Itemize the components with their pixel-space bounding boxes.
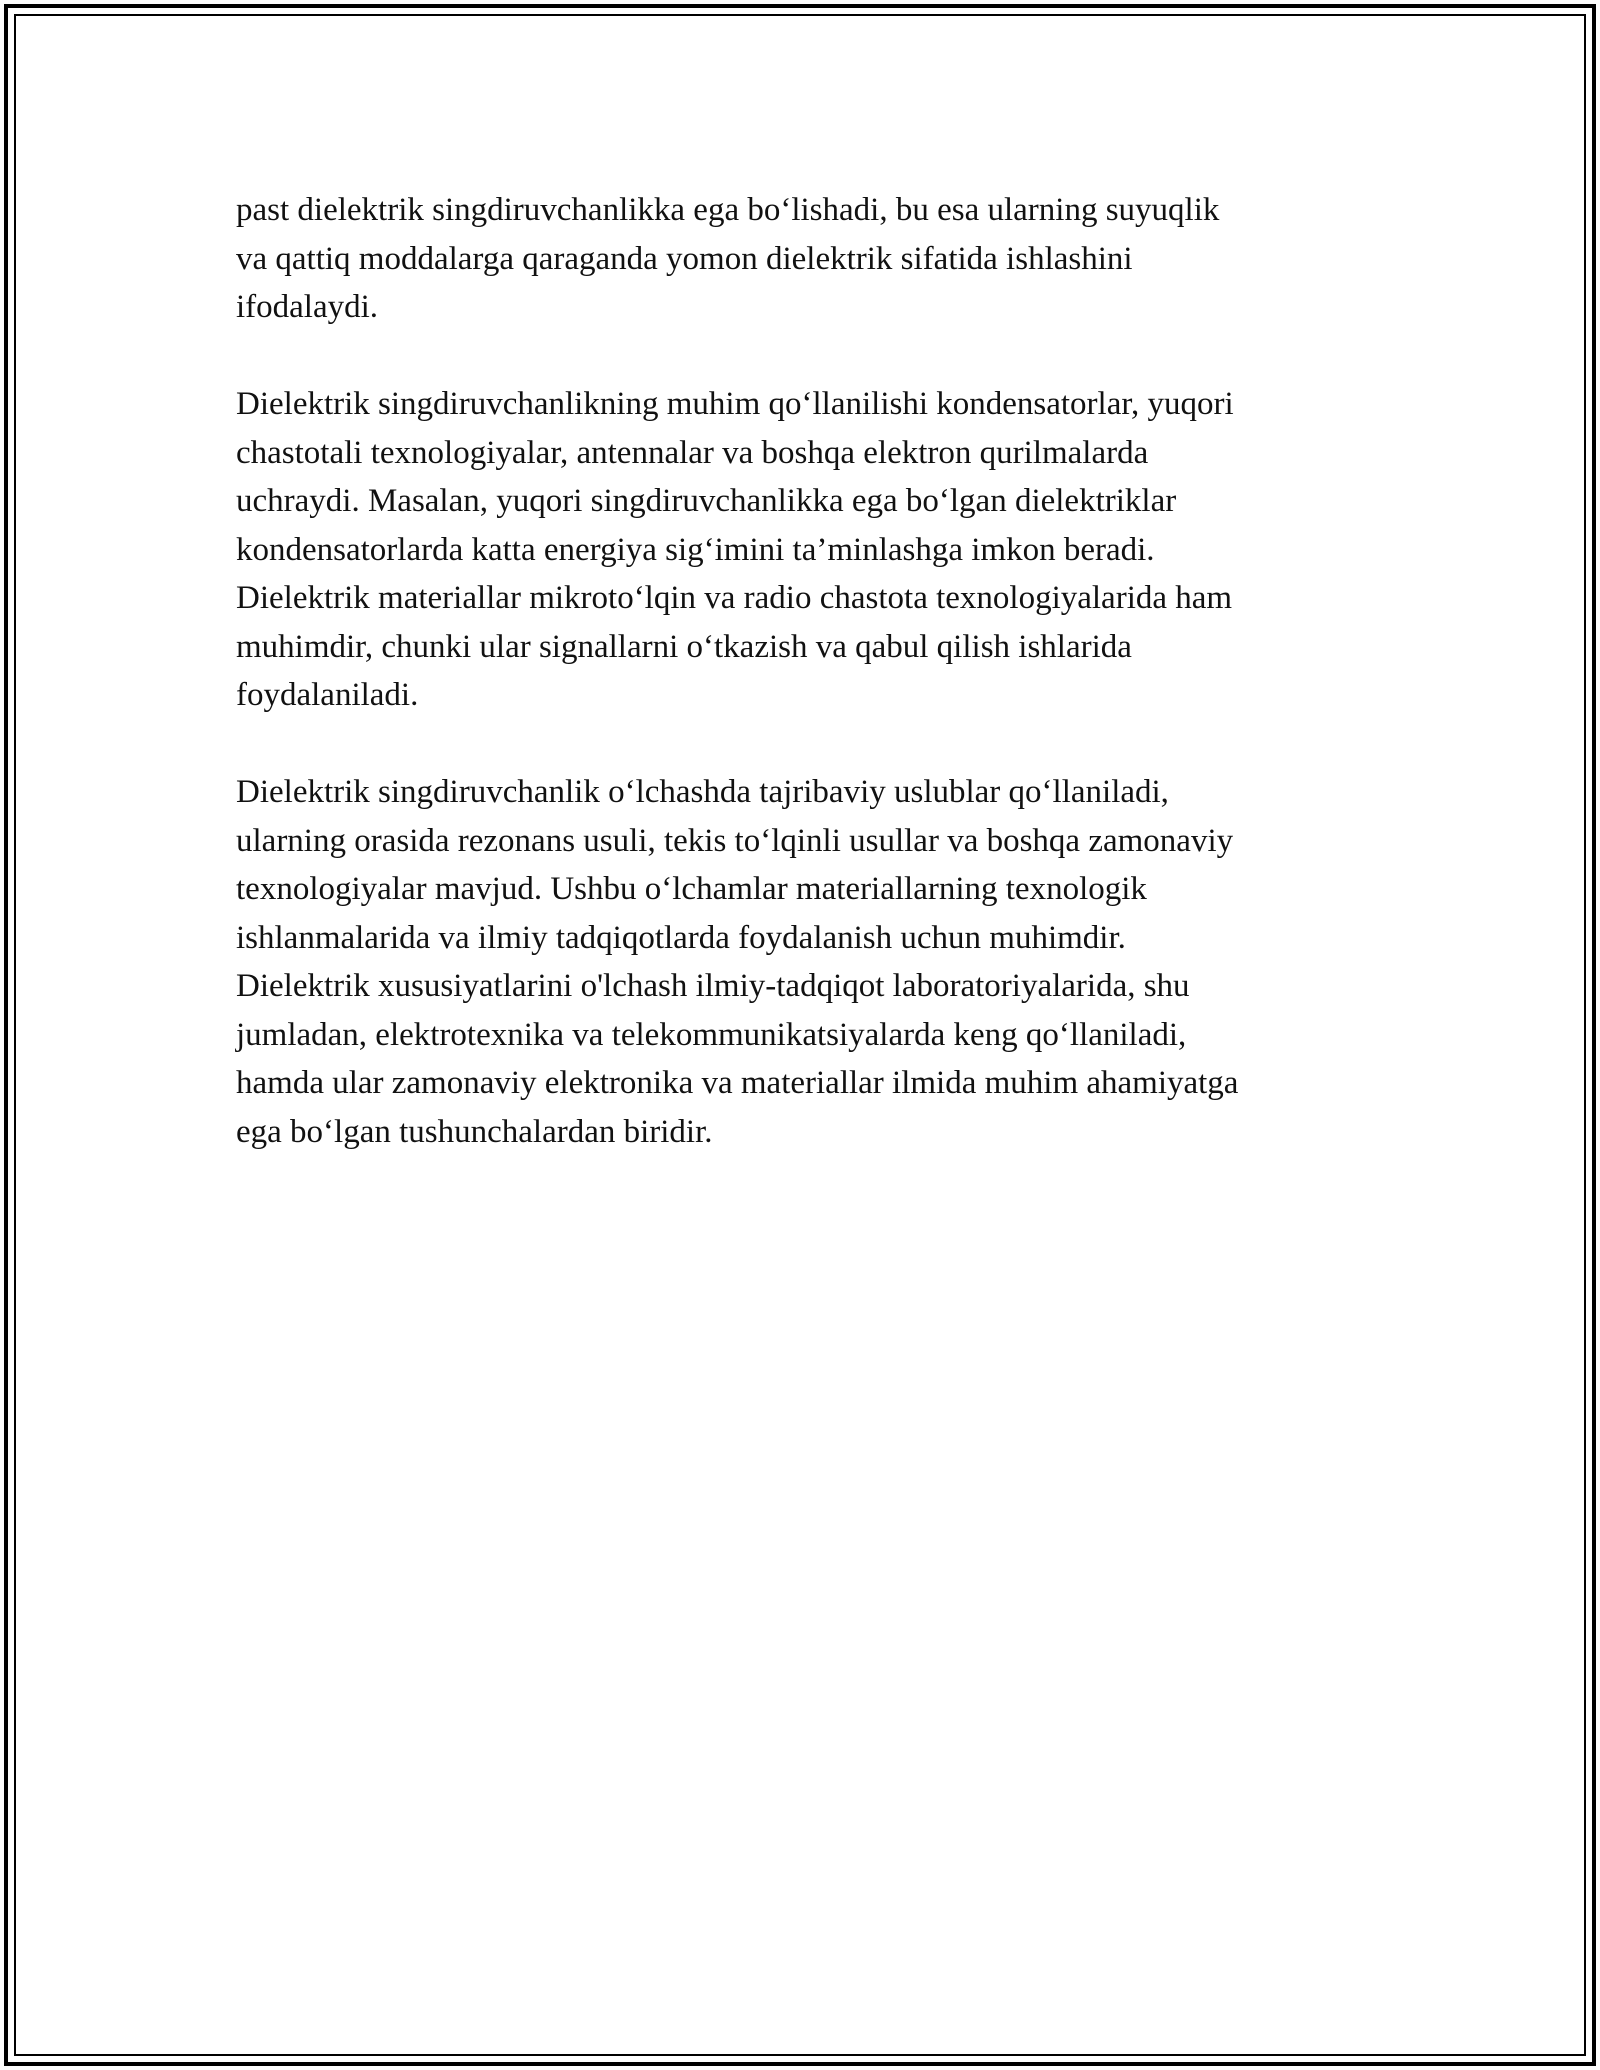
text-line: va qattiq moddalarga qaraganda yomon dielektrik sifatida ishlashini xyxy=(236,240,1133,277)
text-line: ularning orasida rezonans usuli, tekis to‘lqinli usullar va boshqa zamonaviy xyxy=(236,822,1234,859)
text-line: ega bo‘lgan tushunchalardan biridir. xyxy=(236,1113,713,1150)
paragraph-3 xyxy=(236,768,1376,1156)
text-line: Dielektrik singdiruvchanlik o‘lchashda tajribaviy uslublar qo‘llaniladi, xyxy=(236,774,1169,810)
text-line: muhimdir, chunki ular signallarni o‘tkazish va qabul qilish ishlarida xyxy=(236,628,1132,665)
text-line: jumladan, elektrotexnika va telekommunikatsiyalarda keng qo‘llaniladi, xyxy=(236,1016,1187,1053)
text-line: Dielektrik materiallar mikroto‘lqin va radio chastota texnologiyalarida ham xyxy=(236,580,1233,616)
text-line: kondensatorlarda katta energiya sig‘imini ta’minlashga imkon beradi. xyxy=(236,531,1155,568)
text-line: past dielektrik singdiruvchanlikka ega bo‘lishadi, bu esa ularning suyuqlik xyxy=(236,192,1220,228)
paragraph-2 xyxy=(236,380,1376,720)
text-line: Dielektrik singdiruvchanlikning muhim qo‘llanilishi kondensatorlar, yuqori xyxy=(236,386,1234,422)
text-line: Dielektrik xususiyatlarini o'lchash ilmiy-tadqiqot laboratoriyalarida, shu xyxy=(236,968,1190,1004)
text-line: ifodalaydi. xyxy=(236,289,379,325)
text-line: chastotali texnologiyalar, antennalar va boshqa elektron qurilmalarda xyxy=(236,434,1149,471)
document-body xyxy=(236,186,1376,1205)
text-line: hamda ular zamonaviy elektronika va materiallar ilmida muhim ahamiyatga xyxy=(236,1065,1239,1101)
text-line: uchraydi. Masalan, yuqori singdiruvchanlikka ega bo‘lgan dielektriklar xyxy=(236,483,1177,519)
paragraph-1 xyxy=(236,186,1376,332)
text-line: texnologiyalar mavjud. Ushbu o‘lchamlar materiallarning texnologik xyxy=(236,871,1147,907)
text-line: foydalaniladi. xyxy=(236,677,419,713)
text-line: ishlanmalarida va ilmiy tadqiqotlarda foydalanish uchun muhimdir. xyxy=(236,919,1126,956)
